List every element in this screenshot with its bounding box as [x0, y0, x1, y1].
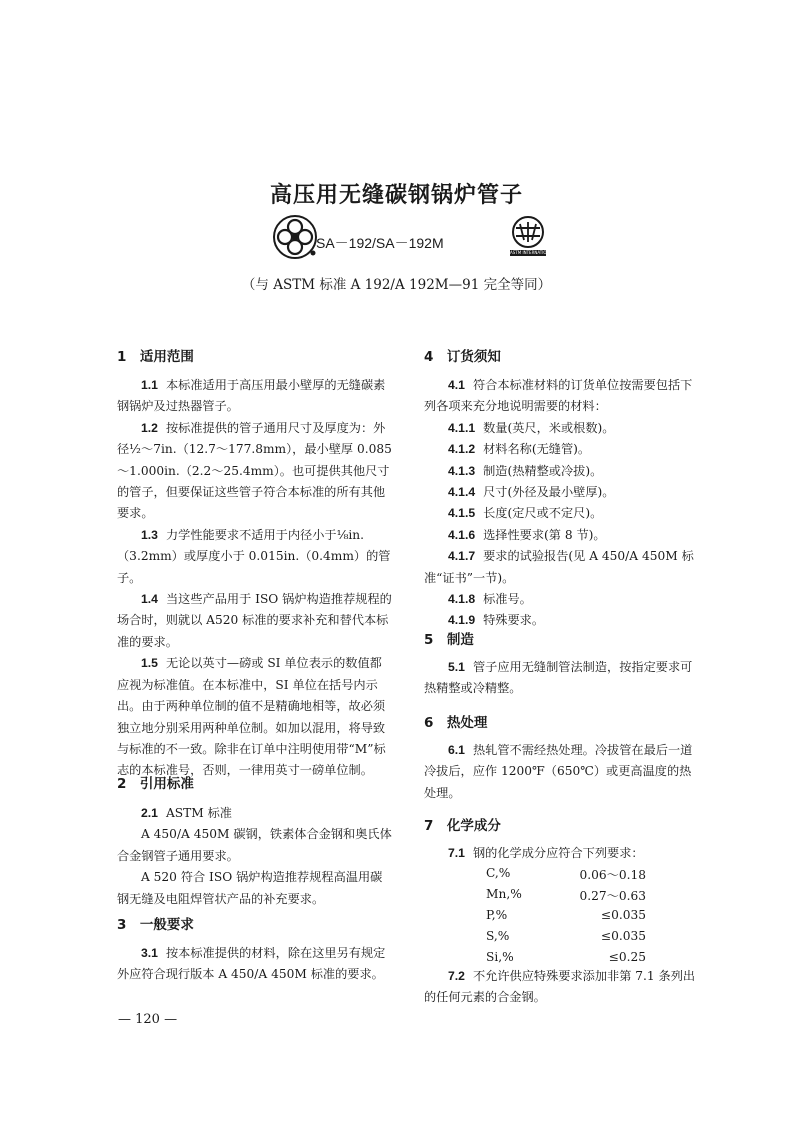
- table-row: S,%: [486, 929, 510, 943]
- section-7-clause-2: [424, 966, 703, 1009]
- section-3-body: [117, 943, 394, 986]
- section-6-heading: 6 热处理: [424, 715, 488, 731]
- section-2-body: [117, 803, 394, 910]
- section-6-body: [424, 740, 703, 804]
- asme-logo: [272, 214, 318, 264]
- list-item: 4.1.7 要求的试验报告(见 A 450/A 450M 标准“证书”一节)。: [424, 549, 694, 585]
- clause-1-1: 1.1 本标准适用于高压用最小壁厚的无缝碳素钢锅炉及过热器管子。: [117, 378, 386, 414]
- table-cell: ≤0.25: [608, 950, 646, 964]
- clause-7-1: 7.1 钢的化学成分应符合下列要求：: [448, 846, 644, 860]
- clause-2-1: 2.1 ASTM 标准: [141, 806, 232, 820]
- section-5-heading: 5 制造: [424, 632, 474, 648]
- list-item: 4.1.3 制造(热精整或冷拔)。: [448, 463, 603, 478]
- equivalence-note: （与 ASTM 标准 A 192/A 192M—91 完全等同）: [241, 277, 552, 293]
- table-cell: ≤0.035: [600, 929, 646, 943]
- list-item: 4.1.8 标准号。: [448, 592, 532, 607]
- clause-1-4: 1.4 当这些产品用于 ISO 锅炉构造推荐规程的场合时，则就以 A520 标准的要求补充和替代本标准的要求。: [117, 592, 392, 649]
- reference-a450: A 450/A 450M 碳钢，铁素体合金钢和奥氏体合金钢管子通用要求。: [117, 827, 392, 863]
- clause-1-3: 1.3 力学性能要求不适用于内径小于⅛in.（3.2mm）或厚度小于 0.015in.（0.4mm）的管子。: [117, 527, 391, 585]
- astm-logo-text: ASTM INTERNATIONAL: [510, 250, 555, 255]
- clause-5-1: 5.1 管子应用无缝制管法制造，按指定要求可热精整或冷精整。: [424, 660, 693, 696]
- section-5-body: [424, 657, 703, 700]
- list-item: 4.1.5 长度(定尺或不定尺)。: [448, 506, 603, 521]
- section-4-body: [424, 375, 703, 632]
- reference-a520: A 520 符合 ISO 锅炉构造推荐规程高温用碳钢无缝及电阻焊管状产品的补充要求。: [117, 870, 383, 906]
- list-item: 4.1.9 特殊要求。: [448, 613, 545, 628]
- section-4-heading: 4 订货须知: [424, 349, 501, 365]
- section-1-heading: 1 适用范围: [117, 349, 194, 365]
- section-7-intro: [424, 843, 703, 864]
- section-7-heading: 7 化学成分: [424, 818, 501, 834]
- asme-certification-mark-icon: [272, 214, 318, 260]
- astm-logo: [510, 216, 555, 264]
- table-row: C,%: [486, 866, 511, 880]
- section-1-body: [117, 375, 394, 782]
- section-2-heading: 2 引用标准: [117, 776, 194, 792]
- list-item: 4.1.1 数量(英尺，米或根数)。: [448, 420, 615, 435]
- table-row: Si,%: [486, 950, 514, 964]
- table-cell: 0.06～0.18: [579, 868, 646, 882]
- page-number: — 120 —: [118, 1012, 178, 1027]
- clause-6-1: 6.1 热轧管不需经热处理。冷拔管在最后一道冷拔后，应作 1200℉（650℃）或更高温度的热处理。: [424, 743, 693, 800]
- list-item: 4.1.2 材料名称(无缝管)。: [448, 442, 591, 457]
- list-item: 4.1.6 选择性要求(第 8 节)。: [448, 527, 606, 542]
- clause-1-5: 1.5 无论以英寸—磅或 SI 单位表示的数值都应视为标准值。在本标准中，SI 单位在括号内示出。由于两种单位制的值不是精确地相等，故必须独立地分别采用两种单位制。如加以混用，将导致与标准的不一致。除非在订单中注明使用带“M”标志的本标准号，否则，一律用英寸一磅单位制。: [117, 656, 386, 778]
- table-row: P,%: [486, 908, 508, 922]
- clause-4-1: 4.1 符合本标准材料的订货单位按需要包括下列各项来充分地说明需要的材料：: [424, 378, 693, 414]
- clause-1-2: 1.2 按标准提供的管子通用尺寸及厚度为：外径½～7in.（12.7～177.8mm），最小壁厚 0.085～1.000in.（2.2～25.4mm）。也可提供其他尺寸的管子，但要保证这些管子符合本标准的所有其他要求。: [117, 420, 392, 521]
- clause-3-1: 3.1 按本标准提供的材料，除在这里另有规定外应符合现行版本 A 450/A 450M 标准的要求。: [117, 946, 386, 982]
- section-3-heading: 3 一般要求: [117, 917, 194, 933]
- clause-7-2: 7.2 不允许供应特殊要求添加非第 7.1 条列出的任何元素的合金钢。: [424, 969, 696, 1005]
- standard-designation: SA－192/SA－192M: [316, 235, 444, 251]
- table-row: Mn,%: [486, 887, 522, 901]
- page-title: 高压用无缝碳钢锅炉管子: [269, 183, 523, 208]
- table-cell: ≤0.035: [600, 908, 646, 922]
- table-cell: 0.27～0.63: [579, 889, 646, 903]
- list-item: 4.1.4 尺寸(外径及最小壁厚)。: [448, 485, 615, 500]
